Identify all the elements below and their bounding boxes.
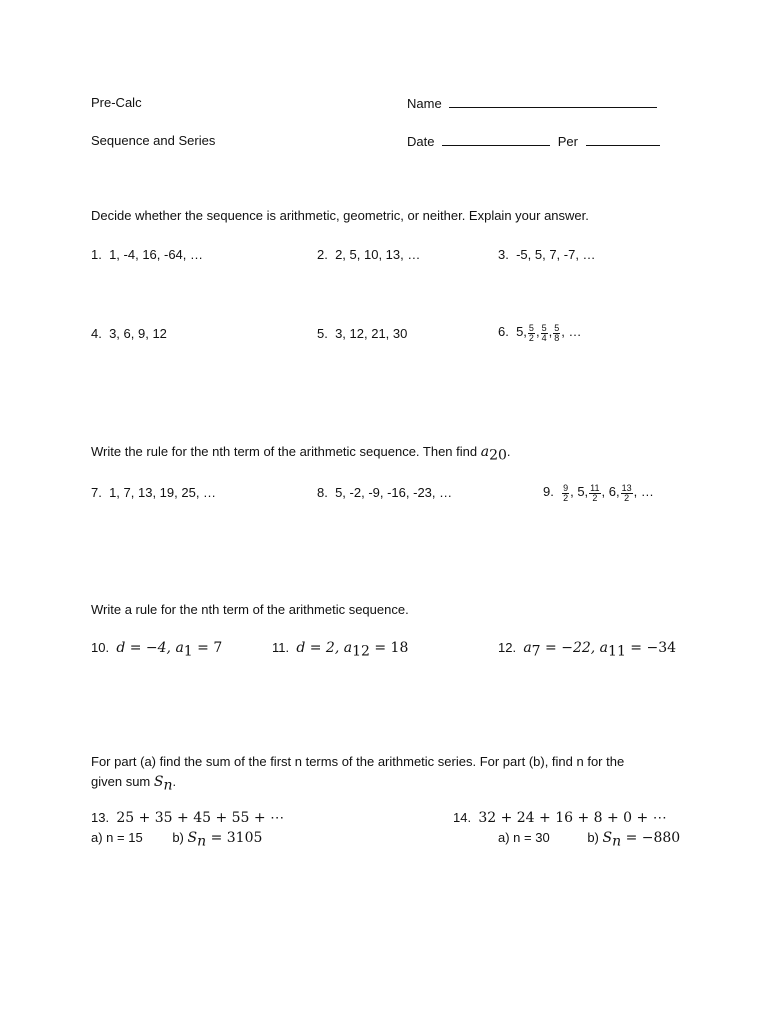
problem-5: 5. 3, 12, 21, 30 bbox=[317, 326, 408, 341]
problem-10: 10. d = −4, $a_1 = 7$ bbox=[91, 640, 223, 660]
problem-11: 11. d = 2, $a_{12} = 18$ bbox=[272, 640, 409, 660]
part-a: a) n = 30 bbox=[498, 830, 550, 845]
section4-instruction-line1: For part (a) find the sum of the first n terms of the arithmetic series. For part (b), find n for the bbox=[91, 754, 625, 769]
date-label: Date bbox=[407, 134, 435, 149]
problem-6: 6. 5, $\frac{5}{2}$ , $\frac{5}{4}$ , $\frac{5}{8}$ , … bbox=[498, 323, 582, 344]
problem-7: 7. 1, 7, 13, 19, 25, … bbox=[91, 485, 217, 500]
course-title: Pre-Calc bbox=[91, 95, 142, 110]
name-blank[interactable] bbox=[449, 95, 657, 108]
part-b-value: = −880 bbox=[621, 830, 681, 846]
part-a: a) n = 15 bbox=[91, 830, 143, 845]
section3-instruction: Write a rule for the nth term of the arithmetic sequence. bbox=[91, 602, 409, 617]
problem-8: 8. 5, -2, -9, -16, -23, … bbox=[317, 485, 453, 500]
per-label: Per bbox=[557, 134, 578, 149]
name-field[interactable] bbox=[407, 95, 657, 112]
name-label: Name bbox=[407, 96, 442, 111]
section2-instruction: Write the rule for the nth term of the arithmetic sequence. Then find $a_{20}$. bbox=[91, 444, 511, 464]
fraction: $\frac{5}{8}$ bbox=[554, 323, 560, 344]
fraction: $\frac{5}{2}$ bbox=[528, 323, 534, 344]
part-b-label: b) bbox=[172, 830, 184, 845]
problem-13: 13. 25 + 35 + 45 + 55 + ⋯ bbox=[91, 810, 285, 826]
problem-3: 3. -5, 5, 7, -7, … bbox=[498, 247, 596, 262]
section4-instruction-line2: given sum $S_n$. bbox=[91, 774, 177, 794]
fraction: $\frac{11}{2}$ bbox=[590, 483, 600, 504]
topic-title: Sequence and Series bbox=[91, 133, 216, 148]
fraction: $\frac{5}{4}$ bbox=[541, 323, 547, 344]
part-b-value: = 3105 bbox=[206, 830, 263, 846]
problem-12: 12. $a_7 = -22$, $a_{11} = -34$ bbox=[498, 640, 677, 660]
date-blank[interactable] bbox=[442, 133, 550, 146]
section1-instruction: Decide whether the sequence is arithmetic, geometric, or neither. Explain your answer. bbox=[91, 208, 589, 223]
problem-14: 14. 32 + 24 + 16 + 8 + 0 + ⋯ bbox=[453, 810, 667, 826]
problem-2: 2. 2, 5, 10, 13, … bbox=[317, 247, 421, 262]
problem-9: 9. $\frac{9}{2}$ , 5, $\frac{11}{2}$ , 6, $\frac{13}{2}$ , … bbox=[543, 483, 654, 504]
fraction: $\frac{9}{2}$ bbox=[563, 483, 569, 504]
problem-13-parts: a) n = 15 b) $S_n = 3105$ bbox=[91, 830, 263, 850]
part-b-label: b) bbox=[587, 830, 599, 845]
problem-4: 4. 3, 6, 9, 12 bbox=[91, 326, 167, 341]
date-per-fields[interactable] bbox=[407, 133, 660, 150]
problem-1: 1. 1, -4, 16, -64, … bbox=[91, 247, 204, 262]
per-blank[interactable] bbox=[586, 133, 660, 146]
fraction: $\frac{13}{2}$ bbox=[621, 483, 632, 504]
problem-14-parts: a) n = 30 b) $S_n = -880$ bbox=[498, 830, 681, 850]
